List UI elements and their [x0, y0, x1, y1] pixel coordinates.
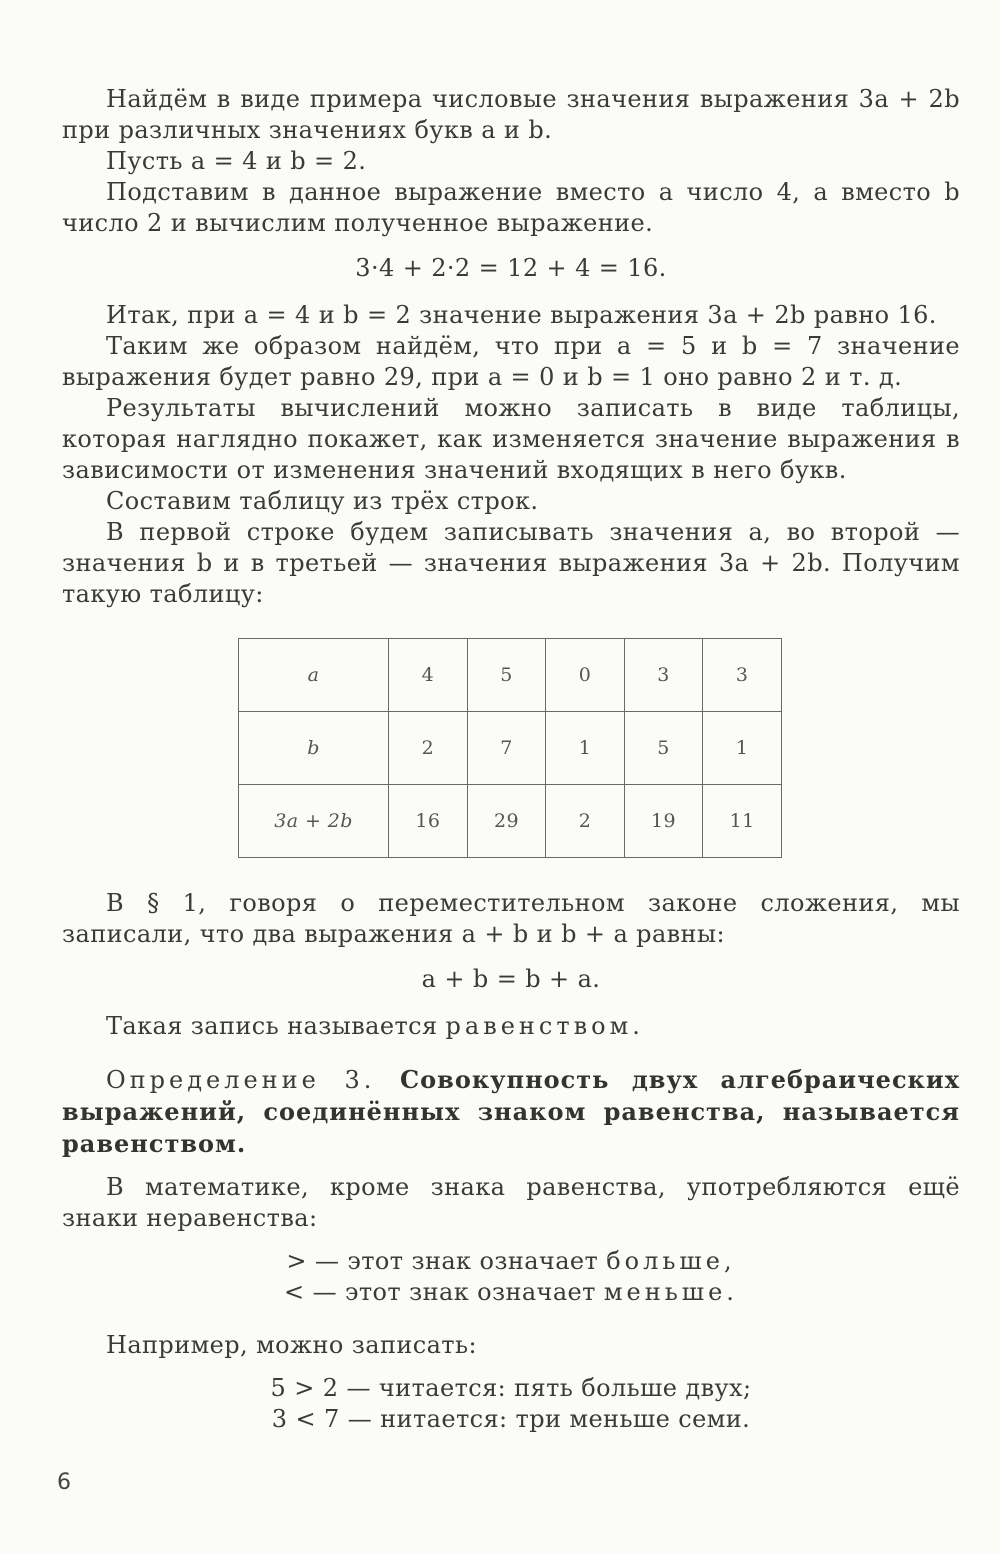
page-body [62, 84, 960, 1435]
table-cell: 2 [546, 785, 625, 858]
greater-desc: — этот знак означает [306, 1247, 607, 1275]
paragraph-similarly: Таким же образом найдём, что при a = 5 и b = 7 значение выражения будет равно 29, при a = 0 и b = 1 оно равно 2 и т. д. [62, 332, 960, 391]
table-cell: 2 [389, 712, 468, 785]
table-head-cell: a [239, 639, 389, 712]
paragraph-intro: Найдём в виде примера числовые значения выражения 3a + 2b при различных значениях букв a и b. [62, 85, 960, 144]
paragraph-let: Пусть a = 4 и b = 2. [106, 147, 367, 175]
paragraph-result: Итак, при a = 4 и b = 2 значение выражения 3a + 2b равно 16. [106, 301, 937, 329]
table-cell: 4 [389, 639, 468, 712]
table-cell: 11 [703, 785, 782, 858]
table-cell: 1 [546, 712, 625, 785]
inequality-less [62, 1277, 960, 1308]
inequality-greater [62, 1246, 960, 1277]
paragraph-table-intro: Результаты вычислений можно записать в виде таблицы, которая наглядно покажет, как изменяется значение выражения в зависимости от изменения значений входящих в него букв. [62, 394, 960, 484]
paragraph-commutative: В § 1, говоря о переместительном законе сложения, мы записали, что два выражения a + b и b + a равны: [62, 889, 960, 948]
table-cell: 16 [389, 785, 468, 858]
table-cell: 3 [703, 639, 782, 712]
less-word: меньше. [603, 1278, 738, 1306]
table-cell: 1 [703, 712, 782, 785]
values-table [238, 638, 782, 858]
table-cell: 7 [467, 712, 546, 785]
equality-term: равенством. [445, 1012, 644, 1040]
greater-word: больше, [606, 1247, 736, 1275]
table-head-cell: 3a + 2b [239, 785, 389, 858]
less-sign: < [284, 1278, 305, 1306]
paragraph-rows-explained: В первой строке будем записывать значения a, во второй — значения b и в третьей — значения выражения 3a + 2b. Получим такую таблицу: [62, 518, 960, 608]
example-less: 3 < 7 — нитается: три меньше семи. [271, 1405, 751, 1433]
formula-commutative: a + b = b + a. [421, 965, 601, 993]
table-head-cell: b [239, 712, 389, 785]
definition-3 [62, 1064, 960, 1160]
table-row-b [239, 712, 782, 785]
examples-block [62, 1373, 960, 1435]
page-number: 6 [57, 1470, 71, 1495]
table-row-expression [239, 785, 782, 858]
table-cell: 0 [546, 639, 625, 712]
paragraph-equality-name [62, 1011, 960, 1042]
greater-sign: > [286, 1247, 307, 1275]
inequality-signs-block [62, 1246, 960, 1308]
formula-calculation: 3·4 + 2·2 = 12 + 4 = 16. [355, 254, 667, 282]
equality-prefix: Такая запись называется [106, 1012, 446, 1040]
paragraph-substitute: Подставим в данное выражение вместо a число 4, а вместо b число 2 и вычислим полученное выражение. [62, 178, 960, 237]
table-cell: 19 [624, 785, 703, 858]
paragraph-example: Например, можно записать: [106, 1331, 477, 1359]
example-greater: 5 > 2 — читается: пять больше двух; [270, 1374, 752, 1402]
table-cell: 3 [624, 639, 703, 712]
table-cell: 5 [624, 712, 703, 785]
paragraph-inequality-signs: В математике, кроме знака равенства, употребляются ещё знаки неравенства: [62, 1173, 960, 1232]
table-row-a [239, 639, 782, 712]
table-cell: 5 [467, 639, 546, 712]
paragraph-three-rows: Составим таблицу из трёх строк. [106, 487, 539, 515]
definition-label: Определение 3. [106, 1066, 401, 1094]
less-desc: — этот знак означает [304, 1278, 604, 1306]
table-cell: 29 [467, 785, 546, 858]
definition-text: Совокупность двух алгебраических выражений, соединённых знаком равенства, называется равенством. [62, 1065, 960, 1158]
values-table-wrapper [238, 638, 782, 858]
